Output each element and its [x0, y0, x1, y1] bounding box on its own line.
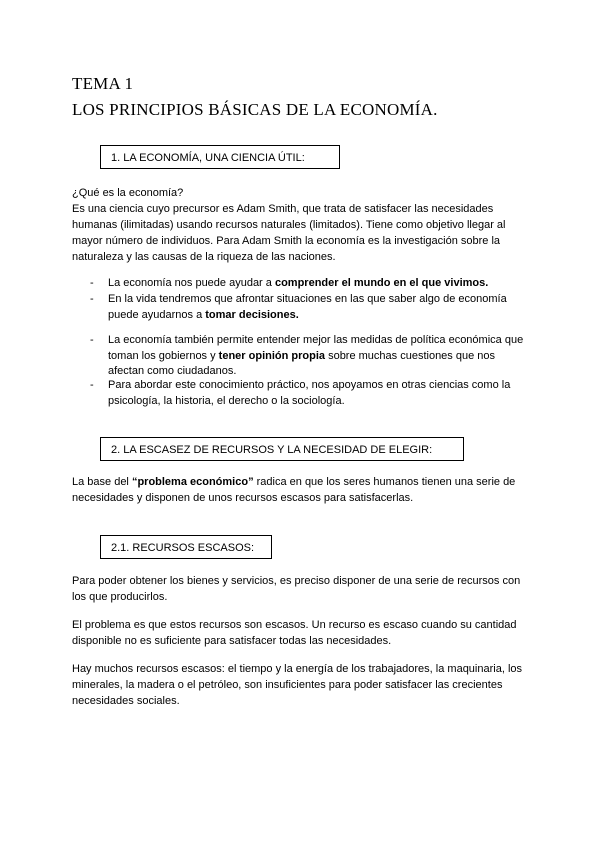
doc-title-tema: TEMA 1 [72, 74, 134, 93]
section1-body: Es una ciencia cuyo precursor es Adam Smith, que trata de satisfacer las necesidades humanas (ilimitadas) usando recursos naturales (limitados). Tiene como objetivo llegar al mayor número de individuos. Para Adam Smith la economía es la investigación sobre la naturaleza y las causas de la riqueza de las naciones. [72, 203, 506, 263]
bullet-text: Para abordar este conocimiento práctico, nos apoyamos en otras ciencias como la psicología, la historia, el derecho o la sociología. [108, 379, 511, 407]
bullet-text: La economía también permite entender mejor las medidas de política económica que toman los gobiernos y [108, 334, 524, 362]
bullet-bold: tomar decisiones. [205, 308, 299, 321]
section2-body [72, 474, 530, 506]
section21-paragraph: Para poder obtener los bienes y servicios, es preciso disponer de una serie de recursos con los que producirlos. [72, 575, 521, 603]
section2-body-post: radica en que los seres humanos tienen una serie de necesidades y disponen de unos recursos escasos para satisfacerlas. [72, 476, 516, 504]
section-heading-1: 1. LA ECONOMÍA, UNA CIENCIA ÚTIL: [100, 145, 340, 169]
bullet-item [90, 292, 530, 323]
bullet-dash: - [90, 293, 94, 305]
bullet-item [90, 333, 530, 380]
bullet-dash: - [90, 379, 94, 391]
bullet-bold: comprender el mundo en el que vivimos. [274, 277, 489, 289]
bullet-text-post: sobre muchas cuestiones que nos afectan como ciudadanos. [108, 349, 496, 377]
bullet-dash: - [90, 334, 94, 346]
bullet-dash: - [90, 277, 94, 289]
section21-paragraph: El problema es que estos recursos son escasos. Un recurso es escaso cuando su cantidad disponible no es suficiente para satisfacer todas las necesidades. [72, 619, 517, 647]
doc-title-main: LOS PRINCIPIOS BÁSICAS DE LA ECONOMÍA. [72, 100, 438, 119]
bullet-item [90, 378, 530, 409]
bullet-text: La economía nos puede ayudar a [108, 277, 275, 289]
section2-body-pre: La base del [72, 476, 132, 488]
bullet-bold: tener opinión propia [218, 349, 326, 362]
bullet-text: En la vida tendremos que afrontar situaciones en las que saber algo de economía puede ayudarnos a [108, 293, 507, 321]
section2-body-bold: “problema económico” [131, 476, 254, 488]
section21-paragraph: Hay muchos recursos escasos: el tiempo y la energía de los trabajadores, la maquinaria, los minerales, la madera o el petróleo, son insuficientes para poder satisfacer las crecientes necesidades sociales. [72, 663, 523, 707]
question-text: ¿Qué es la economía? [72, 187, 184, 199]
section-heading-2: 2. LA ESCASEZ DE RECURSOS Y LA NECESIDAD DE ELEGIR: [100, 437, 464, 461]
section-heading-2-1: 2.1. RECURSOS ESCASOS: [100, 535, 272, 559]
bullet-item [90, 276, 530, 292]
